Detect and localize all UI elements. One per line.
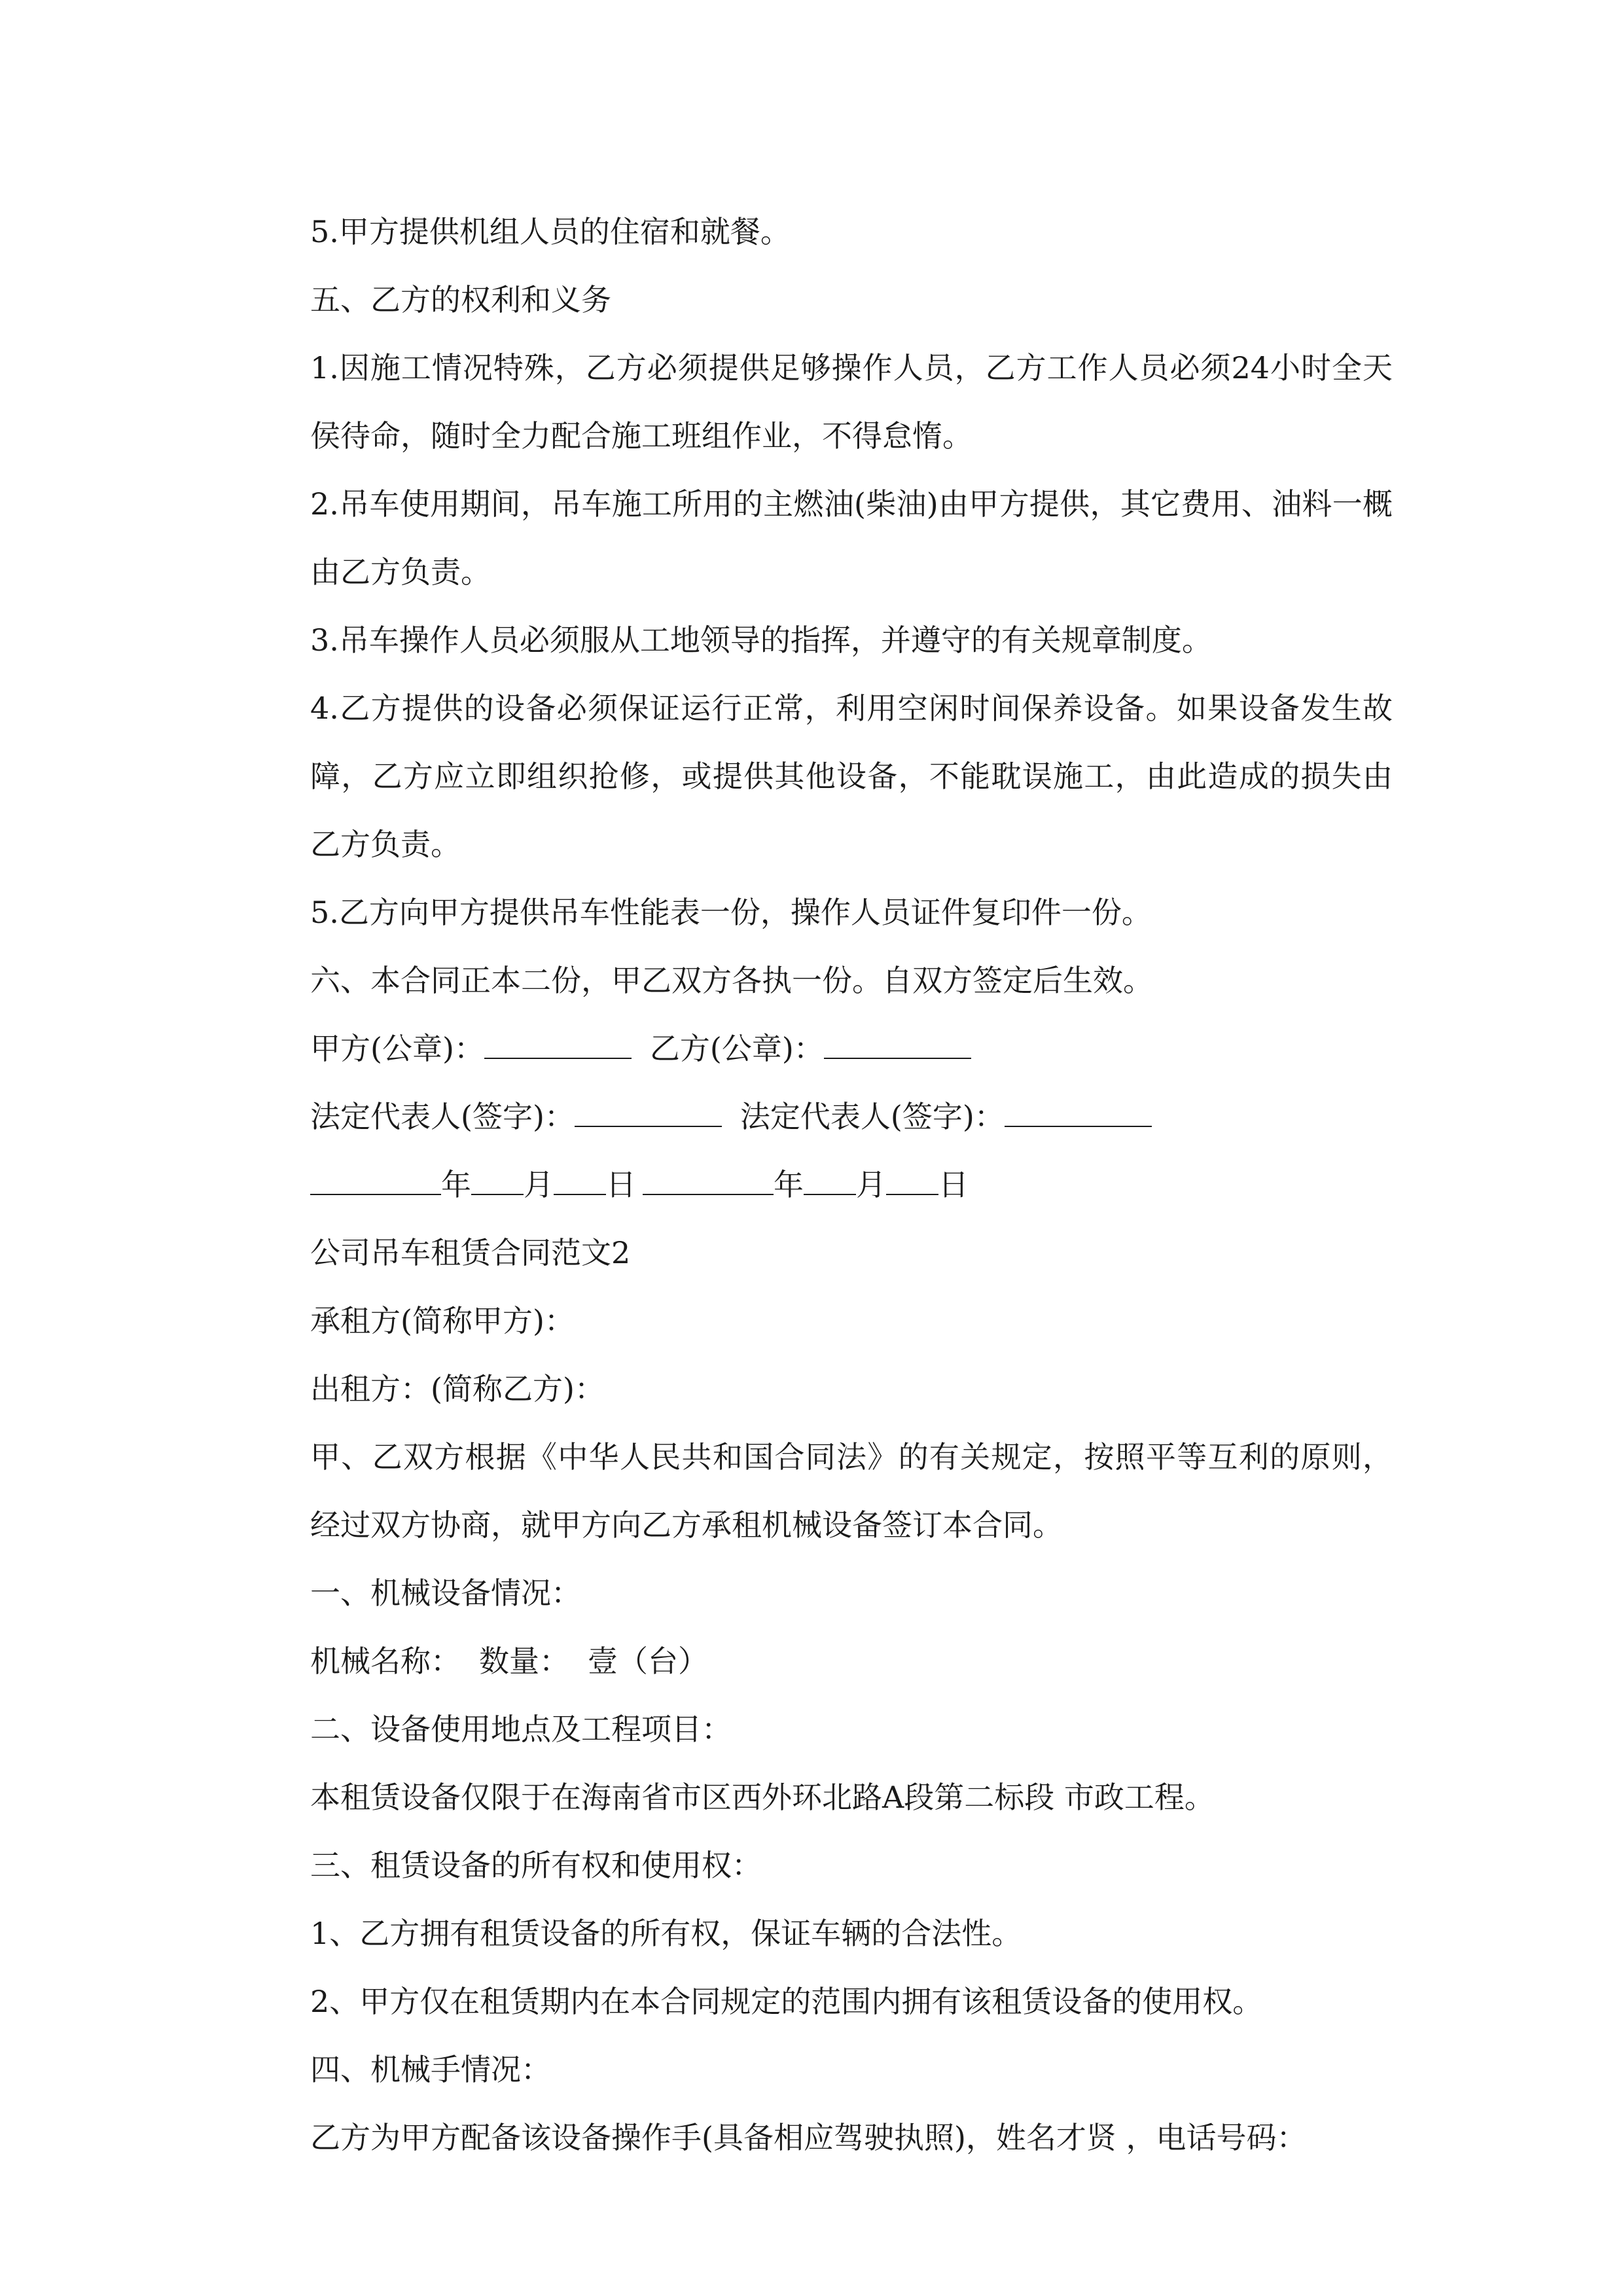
signature-date-line	[247, 1151, 1393, 1219]
section-heading-equipment: 一、机械设备情况：	[310, 1575, 581, 1611]
date-month-blank-b	[804, 1168, 856, 1195]
paragraph-party-a-clause-5: 5.甲方提供机组人员的住宿和就餐。	[310, 214, 791, 249]
party-b-representative-blank	[1005, 1100, 1152, 1127]
section-heading-copies: 六、本合同正本二份，甲乙双方各执一份。自双方签定后生效。	[310, 963, 1153, 998]
party-a-seal-label: 甲方(公章)：	[310, 1031, 484, 1066]
lessor-line: 出租方：(简称乙方)：	[310, 1371, 605, 1407]
equipment-quantity-label: 数量：	[479, 1643, 569, 1679]
date-year-label-a: 年	[441, 1167, 471, 1202]
section-heading-party-b-rights: 五、乙方的权利和义务	[310, 282, 611, 317]
paragraph-party-b-clause-2: 2.吊车使用期间，吊车施工所用的主燃油(柴油)由甲方提供，其它费用、油料一概由乙方负责。	[310, 486, 1393, 590]
paragraph-party-b-clause-4: 4.乙方提供的设备必须保证运行正常，利用空闲时间保养设备。如果设备发生故障，乙方应立即组织抢修，或提供其他设备，不能耽误施工，由此造成的损失由乙方负责。	[310, 691, 1393, 862]
lessee-line: 承租方(简称甲方)：	[310, 1303, 575, 1338]
equipment-quantity-value: 壹（台）	[588, 1643, 708, 1679]
section-heading-location: 二、设备使用地点及工程项目：	[310, 1712, 732, 1747]
date-month-label-a: 月	[524, 1167, 554, 1202]
signature-representative-line	[247, 1083, 1393, 1151]
party-a-representative-label: 法定代表人(签字)：	[310, 1099, 575, 1134]
party-a-representative-blank	[575, 1100, 722, 1127]
paragraph-operator: 乙方为甲方配备该设备操作手(具备相应驾驶执照)，姓名才贤 ，电话号码：	[310, 2120, 1307, 2155]
party-b-seal-label: 乙方(公章)：	[649, 1031, 824, 1066]
party-b-seal-blank	[824, 1031, 971, 1059]
equipment-name-label: 机械名称：	[310, 1643, 461, 1679]
section-heading-ownership: 三、租赁设备的所有权和使用权：	[310, 1848, 762, 1883]
paragraph-location: 本租赁设备仅限于在海南省市区西外环北路A段第二标段 市政工程。	[310, 1780, 1215, 1815]
date-day-label-a: 日	[606, 1167, 636, 1202]
party-a-seal-blank	[484, 1031, 632, 1059]
document-title-2: 公司吊车租赁合同范文2	[310, 1235, 631, 1270]
date-day-blank-a	[554, 1168, 606, 1195]
date-year-blank-a	[310, 1168, 441, 1195]
date-day-label-b: 日	[938, 1167, 969, 1202]
party-b-representative-label: 法定代表人(签字)：	[740, 1099, 1005, 1134]
section-heading-operator: 四、机械手情况：	[310, 2052, 551, 2087]
paragraph-ownership-2: 2、甲方仅在租赁期内在本合同规定的范围内拥有该租赁设备的使用权。	[310, 1984, 1263, 2019]
date-year-label-b: 年	[774, 1167, 804, 1202]
contract-body	[247, 198, 1393, 2172]
signature-seal-line	[247, 1014, 1393, 1083]
paragraph-preamble: 甲、乙双方根据《中华人民共和国合同法》的有关规定，按照平等互利的原则，经过双方协商，就甲方向乙方承租机械设备签订本合同。	[310, 1439, 1393, 1543]
date-month-label-b: 月	[856, 1167, 886, 1202]
date-year-blank-b	[643, 1168, 774, 1195]
paragraph-party-b-clause-3: 3.吊车操作人员必须服从工地领导的指挥，并遵守的有关规章制度。	[310, 622, 1212, 658]
date-day-blank-b	[886, 1168, 938, 1195]
paragraph-party-b-clause-1: 1.因施工情况特殊，乙方必须提供足够操作人员，乙方工作人员必须24小时全天侯待命，随时全力配合施工班组作业，不得怠惰。	[310, 350, 1393, 454]
paragraph-party-b-clause-5: 5.乙方向甲方提供吊车性能表一份，操作人员证件复印件一份。	[310, 895, 1152, 930]
equipment-detail-line	[247, 1627, 1393, 1695]
paragraph-ownership-1: 1、乙方拥有租赁设备的所有权，保证车辆的合法性。	[310, 1916, 1022, 1951]
date-month-blank-a	[471, 1168, 524, 1195]
